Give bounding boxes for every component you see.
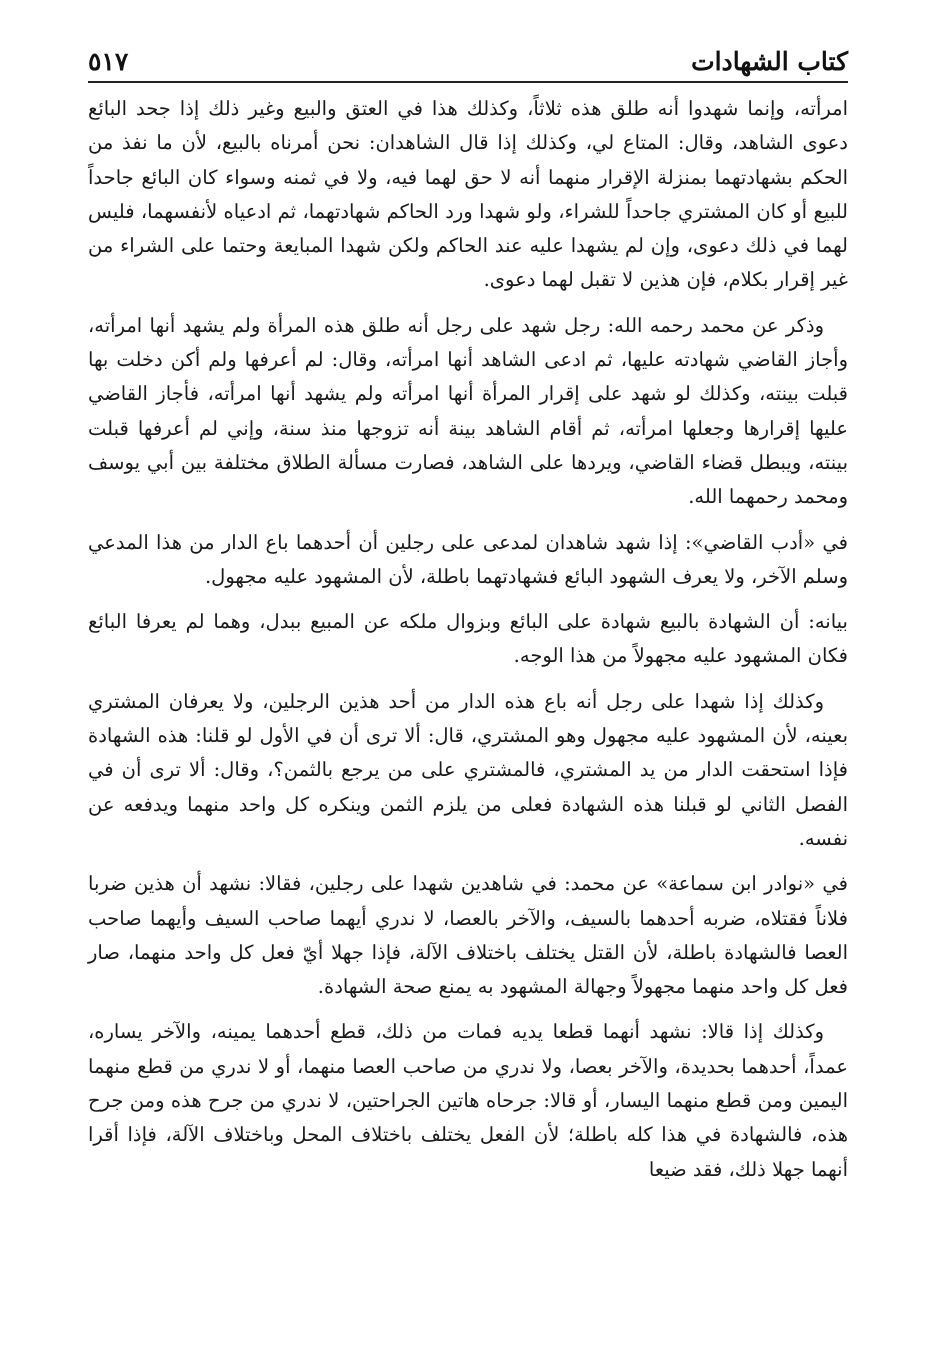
- paragraph: بيانه: أن الشهادة بالبيع شهادة على البائع وبزوال ملكه عن المبيع ببدل، وهما لم يعرفا البائع فكان المشهود عليه مجهولاً من هذا الوجه.: [88, 610, 848, 668]
- paragraph: وكذلك إذا شهدا على رجل أنه باع هذه الدار من أحد هذين الرجلين، ولا يعرفان المشتري بعينه، لأن المشهود عليه مجهول وهو المشتري، قال: ألا ترى أن في الأول لو قلنا: هذه الشهادة فإذا استحقت الدار من يد المشتري، فالمشتري على من يرجع بالثمن؟، وقال: ألا ترى أن في الفصل الثاني لو قبلنا هذه الشهادة فعلى من يلزم الثمن وينكره كل واحد منهما ويدفعه عن نفسه.: [88, 689, 848, 850]
- chapter-title: كتاب الشهادات: [691, 47, 848, 76]
- running-header: [88, 32, 848, 76]
- paragraph: وكذلك إذا قالا: نشهد أنهما قطعا يديه فمات من ذلك، قطع أحدهما يمينه، والآخر يساره، عمداً، أحدهما بحديدة، والآخر بعصا، ولا ندري من صاحب العصا منهما، أو لا ندري من قطع منهما اليمين ومن قطع منهما اليسار، أو قالا: جرحاه هاتين الجراحتين، لا ندري من جرح هذه ومن جرح هذه، فالشهادة في هذا كله باطلة؛ لأن الفعل يختلف باختلاف المحل وباختلاف الآلة، فإذا أقرا أنهما جهلا ذلك، فقد ضيعا: [88, 1020, 848, 1181]
- paragraph: في «أدب القاضي»: إذا شهد شاهدان لمدعى على رجلين أن أحدهما باع الدار من هذا المدعي وسلم الآخر، ولا يعرف الشهود البائع فشهادتهما باطلة، لأن المشهود عليه مجهول.: [88, 530, 848, 588]
- paragraph: وذكر عن محمد رحمه الله: رجل شهد على رجل أنه طلق هذه المرأة ولم يشهد أنها امرأته، وأجاز القاضي شهادته عليها، ثم ادعى الشاهد أنها امرأته، وقال: لم أعرفها ولم أكن دخلت بها قبلت بينته، وكذلك لو شهد على إقرار المرأة أنها امرأته ولم يشهد أنها امرأته، فأجاز القاضي عليها إقرارها وجعلها امرأته، ثم أقام الشاهد بينة أنه تزوجها منذ سنة، وإني لم أعرفها قبلت بينته، ويبطل قضاء القاضي، ويردها على الشاهد، فصارت مسألة الطلاق مختلفة بين أبي يوسف ومحمد رحمهما الله.: [88, 313, 848, 509]
- paragraph-continuation: امرأته، وإنما شهدوا أنه طلق هذه ثلاثاً، وكذلك هذا في العتق والبيع وغير ذلك إذا جحد البائع دعوى الشاهد، وقال: المتاع لي، وكذلك إذا قال الشاهدان: نحن أمرناه بالبيع، لأن ما نفذ من الحكم بشهادتهما بمنزلة الإقرار منهما أنه لا حق لهما فيه، ولا في ثمنه وسواء كان البائع جاحداً للبيع أو كان المشتري جاحداً للشراء، ولو شهدا ورد الحاكم شهادتهما، ثم ادعياه لأنفسهما، فليس لهما في ذلك دعوى، وإن لم يشهدا عليه عند الحاكم ولكن شهدا المبايعة وحتما على الشراء من غير إقرار بكلام، فإن هذين لا تقبل لهما دعوى.: [88, 97, 848, 292]
- paragraph: في «نوادر ابن سماعة» عن محمد: في شاهدين شهدا على رجلين، فقالا: نشهد أن هذين ضربا فلاناً فقتلاه، ضربه أحدهما بالسيف، والآخر بالعصا، لا ندري أيهما صاحب السيف وأيهما صاحب العصا فالشهادة باطلة، لأن القتل يختلف باختلاف الآلة، فإذا جهلا أيّ فعل كل واحد منهما، صار فعل كل واحد منهما مجهولاً وجهالة المشهود به يمنع صحة الشهادة.: [88, 872, 848, 999]
- page-body: [88, 92, 848, 1198]
- page-number: ٥١٧: [88, 47, 129, 76]
- header-divider: [88, 81, 848, 83]
